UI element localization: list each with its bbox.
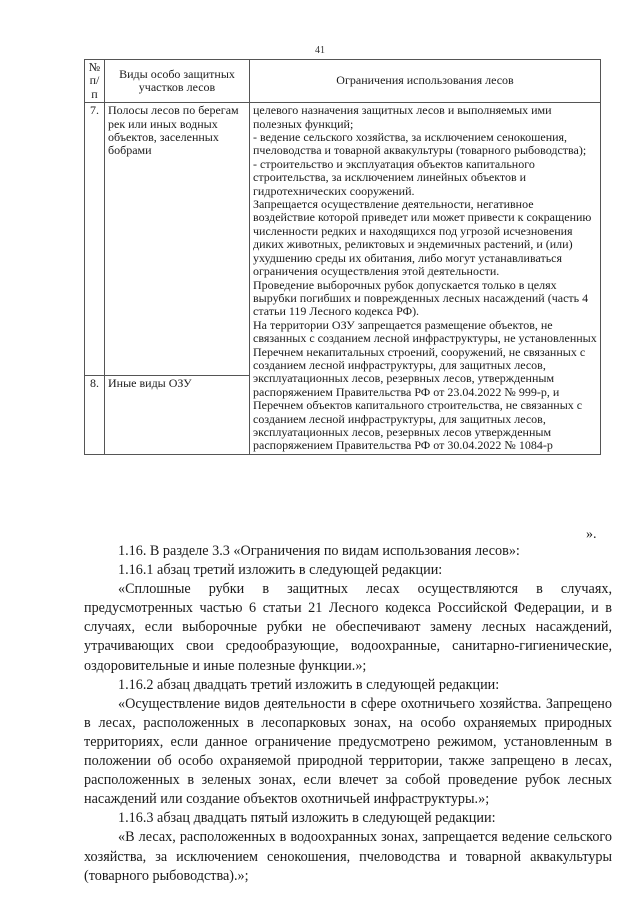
restriction-item: целевого назначения защитных лесов и выполняемых ими полезных функций; [253,103,552,131]
row-number: 8. [85,375,105,454]
restriction-item: Запрещается осуществление деятельности, негативное воздействие которой приведет или может привести к сокращению численности редких и находящихся под угрозой исчезновения диких животных, реликтовых и эндемичных растений, и (или) ухудшению среды их обитания, либо могут устанавливаться ограничения осуществления этой деятельности. [253,197,592,279]
header-restrictions: Ограничения использования лесов [250,60,601,103]
restrictions-table [84,59,601,455]
table-row [85,103,601,376]
amendment-text: «Осуществление видов деятельности в сфере охотничьего хозяйства. Запрещено в лесах, расположенных в лесопарковых зонах, на особо охраняемых природных территориях, если данное ограничение предусмотрено режимом, установленным в положении об особо охраняемой природной территории, также запрещено в лесах, расположенных в зеленых зонах, если влечет за собой проведение рубок лесных насаждений или создание объектов охотничьей инфраструктуры.»; [84,695,612,808]
section-heading: 1.16. В разделе 3.3 «Ограничения по видам использования лесов»: [118,543,520,559]
amendment-text: «В лесах, расположенных в водоохранных зонах, запрещается ведение сельского хозяйства, за исключением сенокошения, пчеловодства и товарной аквакультуры (товарного рыбоводства).»; [84,829,612,884]
header-number: № п/п [85,60,105,103]
amendment-item: 1.16.2 абзац двадцать третий изложить в следующей редакции: [118,676,500,693]
closing-quote: ». [586,527,597,542]
table-header-row [85,60,601,103]
page-number: 41 [315,45,325,56]
restriction-item: - ведение сельского хозяйства, за исключением сенокошения, пчеловодства и товарной аквакультуры (товарного рыбоводства); [253,130,587,158]
row-number: 7. [85,103,105,376]
amendment-item: 1.16.1 абзац третий изложить в следующей редакции: [118,562,443,579]
zone-type: Полосы лесов по берегам рек или иных водных объектов, заселенных бобрами [105,103,250,376]
restriction-item: Проведение выборочных рубок допускается только в целях вырубки погибших и поврежденных лесных насаждений (часть 4 статьи 119 Лесного кодекса РФ). [253,277,589,319]
document-body [84,542,612,886]
restriction-item: - строительство и эксплуатация объектов капитального строительства, за исключением линейных объектов и гидротехнических сооружений. [253,156,535,198]
restriction-item: На территории ОЗУ запрещается размещение объектов, не связанных с созданием лесной инфраструктуры, не установленных Перечнем некапитальных строений, сооружений, не связанных с созданием лесной инфраструктуры, для защитных лесов, эксплуатационных лесов, резервных лесов, утвержденным распоряжением Правительства РФ от 23.04.2022 № 999-р, и Перечнем объектов капитального строительства, не связанных с созданием лесной инфраструктуры, для защитных лесов, эксплуатационных лесов, резервных лесов утвержденным распоряжением Правительства РФ от 30.04.2022 № 1084-р [253,317,597,453]
amendment-item: 1.16.3 абзац двадцать пятый изложить в следующей редакции: [118,810,496,827]
restrictions-cell [250,103,601,455]
header-zone-type: Виды особо защитных участков лесов [105,60,250,103]
zone-type: Иные виды ОЗУ [105,375,250,454]
amendment-text: «Сплошные рубки в защитных лесах осуществляются в случаях, предусмотренных частью 6 статьи 21 Лесного кодекса Российской Федерации, и в случаях, если выборочные рубки не обеспечивают замену лесных насаждений, утрачивающих свои средообразующие, водоохранные, санитарно-гигиенические, оздоровительные и иные полезные функции.»; [84,581,612,674]
